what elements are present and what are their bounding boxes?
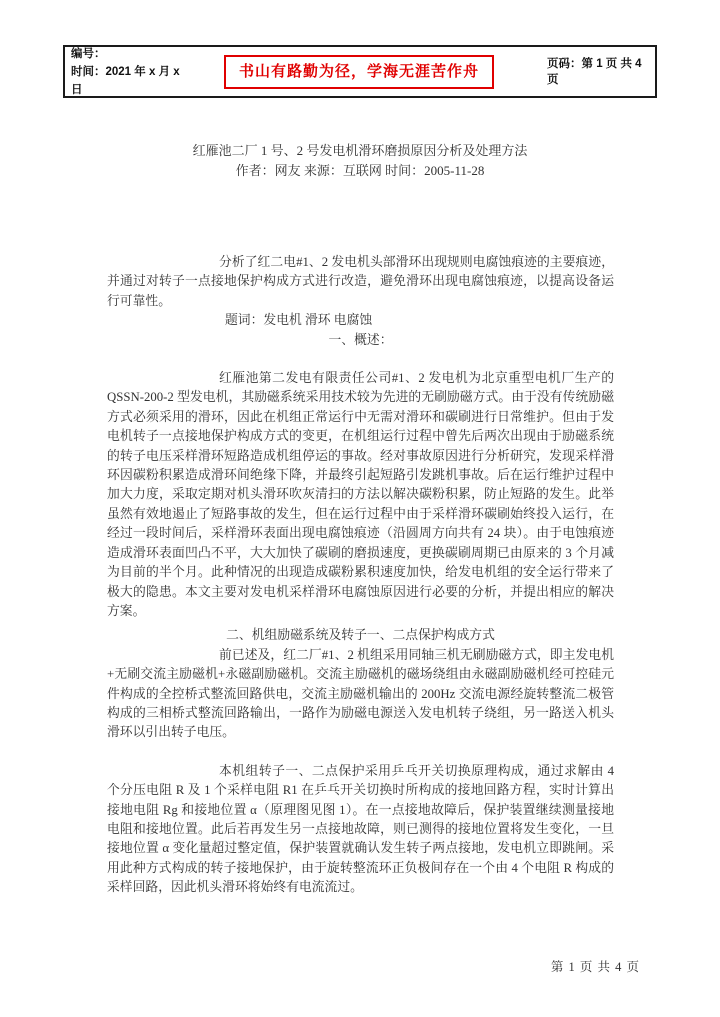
- document-header: [63, 45, 657, 98]
- doc-date-label: 时间：2021 年 x 月 x 日: [71, 65, 180, 96]
- article-title: 红雁池二厂 1 号、2 号发电机滑环磨损原因分析及处理方法: [192, 143, 528, 158]
- article-byline: 作者：网友 来源：互联网 时间：2005-11-28: [235, 163, 485, 178]
- section2-paragraph-2: 本机组转子一、二点保护采用乒乓开关切换原理构成，通过求解由 4 个分压电阻 R 及 1 个采样电阻 R1 在乒乓开关切换时所构成的接地回路方程，实时计算出接地电阻 Rg 和接地位置 α（原理图见图 1）。在一点接地故障后，保护装置继续测量接地电阻和接地位置。此后若再发生另一点接地故障，则已测得的接地位置将发生变化，一旦接地位置 α 变化量超过整定值，保护装置就确认发生转子两点接地，发电机立即跳闸。采用此种方式构成的转子接地保护，由于旋转整流环正负极间存在一个由 4 个电阻 R 构成的采样回路，因此机头滑环将始终有电流流过。: [107, 763, 614, 895]
- keywords-line: 题词：发电机 滑环 电腐蚀: [225, 313, 373, 328]
- header-right-cell: [531, 56, 649, 88]
- page-number-label: 页码：第 1 页 共 4 页: [547, 57, 642, 86]
- section1-heading: 一、概述：: [328, 332, 393, 347]
- page-footer: 第 1 页 共 4 页: [550, 960, 640, 974]
- header-left-cell: [71, 45, 187, 99]
- header-motto: 书山有路勤为径，学海无涯苦作舟: [224, 55, 494, 89]
- article-body: [107, 253, 614, 898]
- abstract-paragraph: 分析了红二电#1、2 发电机头部滑环出现规则电腐蚀痕迹的主要痕迹，并通过对转子一点接地保护构成方式进行改造，避免滑环出现电腐蚀痕迹，以提高设备运行可靠性。: [107, 255, 614, 308]
- doc-number-label: 编号：: [71, 47, 106, 60]
- section2-paragraph-1: 前已述及，红二厂#1、2 机组采用同轴三机无刷励磁方式，即主发电机+无刷交流主励磁机+永磁副励磁机。交流主励磁机的磁场绕组由永磁副励磁机经可控硅元件构成的全控桥式整流回路供电，交流主励磁机输出的 200Hz 交流电源经旋转整流二极管构成的三相桥式整流回路输出，一路作为励磁电源送入发电机转子绕组，另一路送入机头滑环以引出转子电压。: [107, 647, 614, 740]
- section1-paragraph: 红雁池第二发电有限责任公司#1、2 发电机为北京重型电机厂生产的 QSSN-200-2 型发电机，其励磁系统采用技术较为先进的无刷励磁方式。由于没有传统励磁方式必须采用的滑环，因此在机组正常运行中无需对滑环和碳刷进行日常维护。但由于发电机转子一点接地保护构成方式的变更，在机组运行过程中曾先后两次出现由于励磁系统的转子电压采样滑环短路造成机组停运的事故。经对事故原因进行分析研究，发现采样滑环因碳粉积累造成滑环间绝缘下降，并最终引起短路引发跳机事故。后在运行维护过程中加大力度，采取定期对机头滑环吹灰清扫的方法以解决碳粉积累，防止短路的发生。此举虽然有效地遏止了短路事故的发生，但在运行过程中由于采样滑环碳刷始终投入运行，在经过一段时间后，采样滑环表面出现电腐蚀痕迹（沿圆周方向共有 24 块）。由于电蚀痕迹造成滑环表面凹凸不平，大大加快了碳刷的磨损速度，更换碳刷周期已由原来的 3 个月减为目前的半个月。此种情况的出现造成碳粉累积速度加快，给发电机组的安全运行带来了极大的隐患。本文主要对发电机采样滑环电腐蚀原因进行必要的分析，并提出相应的解决方案。: [107, 371, 614, 618]
- header-middle-cell: [187, 55, 531, 89]
- section2-heading: 二、机组励磁系统及转子一、二点保护构成方式: [226, 628, 495, 643]
